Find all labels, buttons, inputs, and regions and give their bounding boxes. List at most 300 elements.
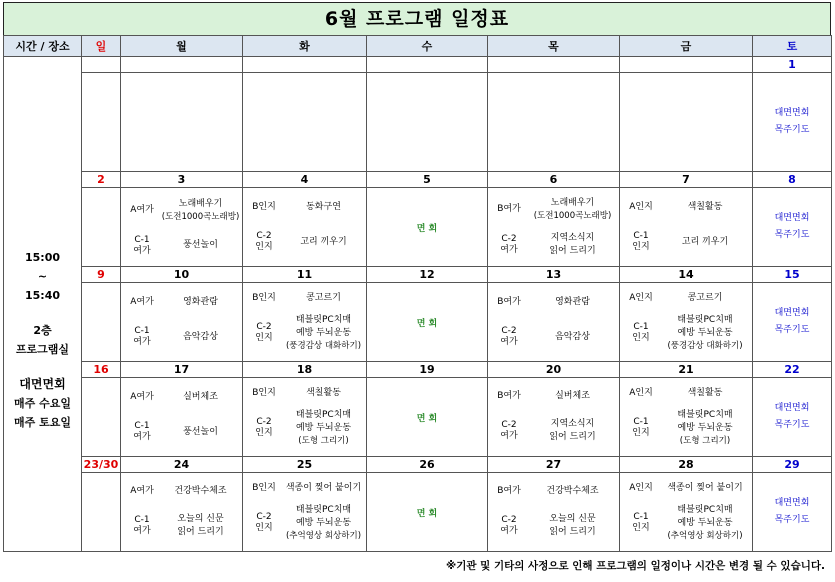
program-block	[488, 283, 619, 361]
program-line: (추억영상 회상하기)	[667, 530, 743, 541]
group-label-line: C-2	[501, 420, 517, 431]
group-label-line: C-2	[501, 233, 517, 244]
program-line: 실버체조	[555, 390, 590, 401]
program-name	[161, 198, 240, 224]
date-cell: 14	[620, 267, 753, 283]
program-line: 읽어 드리기	[549, 527, 596, 538]
group-label-line: C-1	[633, 231, 649, 242]
tue-program-cell	[243, 283, 367, 362]
thu-program-cell	[488, 283, 620, 362]
group-label-line: 여가	[500, 337, 518, 348]
page-title: 6월 프로그램 일정표	[3, 2, 831, 35]
program-name	[283, 387, 364, 400]
date-row	[4, 457, 832, 473]
program-row-a	[123, 198, 240, 224]
program-row-a	[622, 387, 750, 400]
sat-line: 대면면회	[774, 108, 810, 118]
date-cell: 23/30	[82, 457, 121, 473]
program-block	[121, 188, 242, 266]
group-label	[123, 515, 161, 537]
program-line: 색종이 찢어 붙이기	[667, 482, 743, 493]
program-row-b	[123, 326, 240, 348]
sat-line: 대면면회	[774, 308, 810, 318]
program-name	[161, 426, 240, 439]
date-cell: 29	[753, 457, 832, 473]
program-row-b	[123, 421, 240, 443]
sun-cell	[82, 378, 121, 457]
program-row-b	[490, 418, 617, 444]
program-row-a	[490, 485, 617, 498]
date-row	[4, 267, 832, 283]
program-line: 음악감상	[555, 331, 590, 342]
room-label: 프로그램실	[15, 343, 70, 356]
group-label	[245, 322, 283, 344]
fri-program-cell	[620, 473, 753, 552]
program-line: 영화관람	[555, 296, 590, 307]
date-cell: 12	[367, 267, 488, 283]
program-line: 풍선놀이	[183, 240, 218, 250]
date-cell: 8	[753, 172, 832, 188]
date-cell: 3	[121, 172, 243, 188]
program-line: 태블릿PC치매	[677, 314, 733, 325]
program-line: 풍선놀이	[183, 426, 218, 437]
tue-program-cell	[243, 188, 367, 267]
date-cell	[488, 57, 620, 73]
group-label-line: C-1	[134, 326, 150, 337]
footer-note: ※기관 및 기타의 사정으로 인해 프로그램의 일정이나 시간은 변경 될 수 있습니다.	[446, 560, 825, 572]
thu-program-cell	[488, 73, 620, 172]
program-row-b	[123, 513, 240, 539]
date-cell	[367, 57, 488, 73]
content-row	[4, 473, 832, 552]
tue-program-cell	[243, 378, 367, 457]
program-row-a	[490, 296, 617, 309]
header-mon: 월	[121, 36, 243, 57]
date-cell	[243, 57, 367, 73]
program-row-a	[490, 197, 617, 223]
date-row	[4, 57, 832, 73]
group-label-line: 여가	[133, 245, 151, 256]
group-label: A인지	[629, 201, 653, 212]
date-cell: 19	[367, 362, 488, 378]
program-line: 음악감상	[183, 331, 218, 342]
wed-meeting-cell: 면 회	[367, 378, 488, 457]
date-cell: 13	[488, 267, 620, 283]
program-row-a	[123, 296, 240, 309]
group-label-line: C-2	[256, 231, 272, 242]
mon-program-cell	[121, 73, 243, 172]
group-label	[245, 231, 283, 253]
header-time-place: 시간 / 장소	[4, 36, 82, 57]
sat-line: 대면면회	[774, 403, 810, 413]
tue-program-cell	[243, 473, 367, 552]
program-line: 예방 두뇌운동	[677, 422, 733, 433]
group-label-line: C-1	[633, 417, 649, 427]
mon-program-cell	[121, 188, 243, 267]
program-line: 색종이 찢어 붙이기	[285, 482, 362, 493]
program-row-b	[245, 314, 364, 353]
thu-program-cell	[488, 188, 620, 267]
meeting-block	[4, 375, 81, 432]
program-line: 노래배우기	[550, 197, 595, 208]
date-cell: 11	[243, 267, 367, 283]
group-label-line: 여가	[133, 432, 151, 443]
program-line: (풍경감상 대화하기)	[285, 340, 362, 351]
program-line: 예방 두뇌운동	[677, 327, 733, 338]
program-line: 예방 두뇌운동	[295, 327, 352, 338]
sat-cell	[753, 188, 832, 267]
program-name	[283, 201, 364, 214]
fri-program-cell	[620, 283, 753, 362]
date-cell: 27	[488, 457, 620, 473]
wed-meeting-cell: 면 회	[367, 283, 488, 362]
group-label-line: 인지	[632, 428, 650, 438]
group-label-line: 인지	[255, 523, 273, 533]
program-row-a	[245, 387, 364, 400]
mon-program-cell	[121, 473, 243, 552]
group-label-line: 인지	[255, 428, 273, 438]
group-label-line: C-2	[256, 322, 272, 332]
program-line: 예방 두뇌운동	[295, 422, 352, 433]
group-label-line: C-1	[134, 421, 150, 432]
program-line: 건강박수체조	[174, 485, 227, 496]
program-line: 동화구연	[306, 201, 341, 212]
program-name	[283, 482, 364, 495]
program-row-b	[622, 231, 750, 253]
group-label	[123, 326, 161, 348]
program-line: 태블릿PC치매	[295, 409, 352, 420]
program-name	[660, 387, 750, 400]
program-line: 예방 두뇌운동	[677, 517, 733, 528]
sat-line: 목주기도	[774, 230, 810, 240]
group-label: B여가	[497, 296, 521, 307]
program-block	[488, 473, 619, 551]
sat-line: 대면면회	[774, 213, 810, 223]
header-sun: 일	[82, 36, 121, 57]
program-line: (도전1000곡노래방)	[161, 211, 240, 222]
program-name	[660, 482, 750, 495]
group-label	[490, 420, 528, 442]
group-label-line: 여가	[133, 337, 151, 348]
group-label-line: 인지	[632, 333, 650, 343]
time-start: 15:00	[24, 251, 60, 264]
program-line: 색칠활동	[687, 387, 723, 398]
group-label	[622, 512, 660, 534]
program-line: 오늘의 신문	[177, 514, 224, 525]
mon-program-cell	[121, 378, 243, 457]
group-label: A인지	[629, 482, 653, 493]
header-tue: 화	[243, 36, 367, 57]
program-block	[620, 188, 752, 266]
sat-line: 대면면회	[774, 498, 810, 508]
header-fri: 금	[620, 36, 753, 57]
group-label: A여가	[130, 485, 154, 496]
program-line: 색칠활동	[687, 201, 723, 212]
date-row	[4, 362, 832, 378]
program-row-a	[622, 292, 750, 305]
date-row	[4, 172, 832, 188]
group-label	[245, 417, 283, 439]
program-line: 태블릿PC치매	[677, 409, 733, 420]
group-label: A여가	[130, 296, 154, 307]
header-thu: 목	[488, 36, 620, 57]
program-name	[283, 409, 364, 448]
sun-cell	[82, 473, 121, 552]
program-line: 읽어 드리기	[177, 527, 224, 538]
program-row-b	[490, 326, 617, 348]
group-label-line: 인지	[632, 242, 650, 253]
program-row-b	[622, 504, 750, 543]
program-block	[488, 378, 619, 456]
thu-program-cell	[488, 378, 620, 457]
sat-line: 목주기도	[774, 420, 810, 430]
program-name	[660, 504, 750, 543]
program-name	[660, 409, 750, 448]
date-cell: 25	[243, 457, 367, 473]
fri-program-cell	[620, 378, 753, 457]
program-name	[528, 485, 617, 498]
group-label	[490, 234, 528, 256]
group-label	[123, 421, 161, 443]
floor-label: 2층	[33, 324, 52, 337]
program-name	[528, 390, 617, 403]
program-name	[660, 236, 750, 249]
date-cell: 10	[121, 267, 243, 283]
program-line: 읽어 드리기	[549, 245, 596, 256]
sat-cell	[753, 73, 832, 172]
content-row	[4, 378, 832, 457]
wed-meeting-cell: 면 회	[367, 473, 488, 552]
wed-meeting-cell	[367, 73, 488, 172]
time-end: 15:40	[24, 289, 60, 302]
program-name	[528, 418, 617, 444]
date-cell: 22	[753, 362, 832, 378]
program-name	[161, 513, 240, 539]
program-line: 영화관람	[183, 296, 218, 307]
group-label: A인지	[629, 387, 653, 398]
program-line: 예방 두뇌운동	[295, 517, 352, 528]
group-label: A인지	[629, 292, 653, 303]
program-block	[620, 473, 752, 551]
group-label-line: C-1	[134, 515, 150, 526]
program-line: 오늘의 신문	[549, 514, 596, 525]
program-line: 콩고르기	[687, 292, 723, 303]
program-line: 고리 끼우기	[681, 236, 729, 247]
program-row-b	[123, 235, 240, 257]
date-cell: 21	[620, 362, 753, 378]
sat-cell	[753, 378, 832, 457]
program-row-a	[245, 482, 364, 495]
program-line: 지역소식지	[550, 419, 595, 430]
program-block	[121, 378, 242, 456]
group-label-line: C-2	[256, 512, 272, 522]
sat-line: 목주기도	[774, 515, 810, 525]
group-label-line: C-1	[134, 234, 150, 245]
sat-line: 목주기도	[774, 325, 810, 335]
date-cell	[121, 57, 243, 73]
program-row-a	[245, 201, 364, 214]
program-row-b	[490, 513, 617, 539]
mon-program-cell	[121, 283, 243, 362]
program-block	[121, 473, 242, 551]
program-name	[283, 314, 364, 353]
program-row-b	[622, 409, 750, 448]
program-block	[121, 283, 242, 361]
group-label: B여가	[497, 485, 521, 496]
program-line: (풍경감상 대화하기)	[667, 340, 743, 351]
program-line: 읽어 드리기	[549, 432, 596, 443]
program-name	[528, 513, 617, 539]
program-name	[528, 331, 617, 344]
group-label	[622, 322, 660, 344]
meeting-wed: 매주 수요일	[14, 397, 71, 410]
program-name	[161, 296, 240, 309]
date-cell: 4	[243, 172, 367, 188]
program-row-b	[245, 231, 364, 253]
program-block	[620, 283, 752, 361]
group-label-line: C-2	[501, 515, 517, 526]
header-sat: 토	[753, 36, 832, 57]
group-label-line: C-1	[633, 322, 649, 332]
program-row-a	[123, 391, 240, 404]
sun-cell	[82, 283, 121, 362]
program-name	[161, 239, 240, 252]
group-label: B여가	[497, 390, 521, 401]
meeting-sat: 매주 토요일	[14, 416, 71, 429]
date-cell: 26	[367, 457, 488, 473]
group-label-line: 여가	[133, 526, 151, 537]
sat-line: 목주기도	[774, 125, 810, 135]
sat-cell	[753, 283, 832, 362]
group-label-line: 여가	[500, 526, 518, 537]
group-label	[490, 515, 528, 537]
group-label-line: 인지	[255, 333, 273, 343]
program-name	[528, 296, 617, 309]
group-label	[245, 512, 283, 534]
date-cell: 5	[367, 172, 488, 188]
date-cell	[82, 57, 121, 73]
program-row-a	[490, 390, 617, 403]
program-line: 태블릿PC치매	[677, 504, 733, 515]
program-name	[283, 236, 364, 249]
program-name	[161, 331, 240, 344]
header-wed: 수	[367, 36, 488, 57]
program-block	[243, 283, 366, 361]
program-block	[620, 378, 752, 456]
program-block	[488, 188, 619, 266]
thu-program-cell	[488, 473, 620, 552]
spacer	[4, 176, 81, 248]
program-name	[660, 201, 750, 214]
date-cell: 7	[620, 172, 753, 188]
group-label-line: C-2	[501, 326, 517, 337]
program-block	[243, 188, 366, 266]
group-label	[622, 417, 660, 439]
program-name	[283, 292, 364, 305]
weeks-body	[4, 57, 832, 552]
date-cell: 2	[82, 172, 121, 188]
date-cell: 6	[488, 172, 620, 188]
place-block	[4, 321, 81, 359]
program-row-b	[490, 232, 617, 258]
group-label: B여가	[497, 204, 521, 214]
meeting-title: 대면면회	[19, 377, 66, 391]
program-name	[660, 314, 750, 353]
date-cell: 24	[121, 457, 243, 473]
program-name	[161, 485, 240, 498]
date-cell: 9	[82, 267, 121, 283]
program-line: 고리 끼우기	[300, 236, 347, 247]
group-label-line: 여가	[500, 244, 518, 255]
program-line: 태블릿PC치매	[295, 314, 352, 325]
program-row-a	[622, 201, 750, 214]
date-cell: 16	[82, 362, 121, 378]
group-label: B인지	[252, 201, 276, 212]
wed-meeting-cell: 면 회	[367, 188, 488, 267]
tue-program-cell	[243, 73, 367, 172]
schedule-table	[3, 35, 832, 552]
date-cell: 17	[121, 362, 243, 378]
program-line: 노래배우기	[178, 198, 223, 209]
program-line: 지역소식지	[550, 232, 595, 243]
group-label	[490, 326, 528, 348]
program-line: 색칠활동	[306, 387, 341, 398]
date-cell: 1	[753, 57, 832, 73]
program-row-a	[123, 485, 240, 498]
time-tilde: ~	[37, 270, 48, 283]
program-line: (도전1000곡노래방)	[533, 210, 612, 221]
group-label-line: 인지	[255, 242, 273, 253]
group-label: A여가	[130, 205, 154, 215]
program-row-a	[245, 292, 364, 305]
program-line: 콩고르기	[306, 292, 341, 303]
program-line: 실버체조	[183, 391, 218, 402]
program-block	[243, 473, 366, 551]
group-label-line: 여가	[500, 431, 518, 442]
group-label: B인지	[252, 292, 276, 303]
date-cell: 20	[488, 362, 620, 378]
group-label: A여가	[130, 391, 154, 402]
schedule-sheet	[3, 2, 831, 552]
program-row-b	[245, 409, 364, 448]
date-cell: 28	[620, 457, 753, 473]
group-label	[622, 231, 660, 253]
sat-cell	[753, 473, 832, 552]
sun-cell	[82, 73, 121, 172]
program-line: (추억영상 회상하기)	[285, 530, 362, 541]
time-place-cell	[4, 57, 82, 552]
group-label: B인지	[252, 387, 276, 398]
content-row	[4, 73, 832, 172]
content-row	[4, 283, 832, 362]
program-name	[283, 504, 364, 543]
time-block	[4, 248, 81, 305]
program-line: (도형 그리기)	[679, 435, 731, 446]
date-cell: 18	[243, 362, 367, 378]
fri-program-cell	[620, 188, 753, 267]
content-row	[4, 188, 832, 267]
program-row-b	[245, 504, 364, 543]
program-row-b	[622, 314, 750, 353]
program-name	[161, 391, 240, 404]
program-line: 건강박수체조	[546, 485, 599, 496]
program-block	[243, 378, 366, 456]
program-name	[660, 292, 750, 305]
date-cell	[620, 57, 753, 73]
program-row-a	[622, 482, 750, 495]
group-label-line: C-1	[633, 512, 649, 522]
group-label	[123, 235, 161, 257]
